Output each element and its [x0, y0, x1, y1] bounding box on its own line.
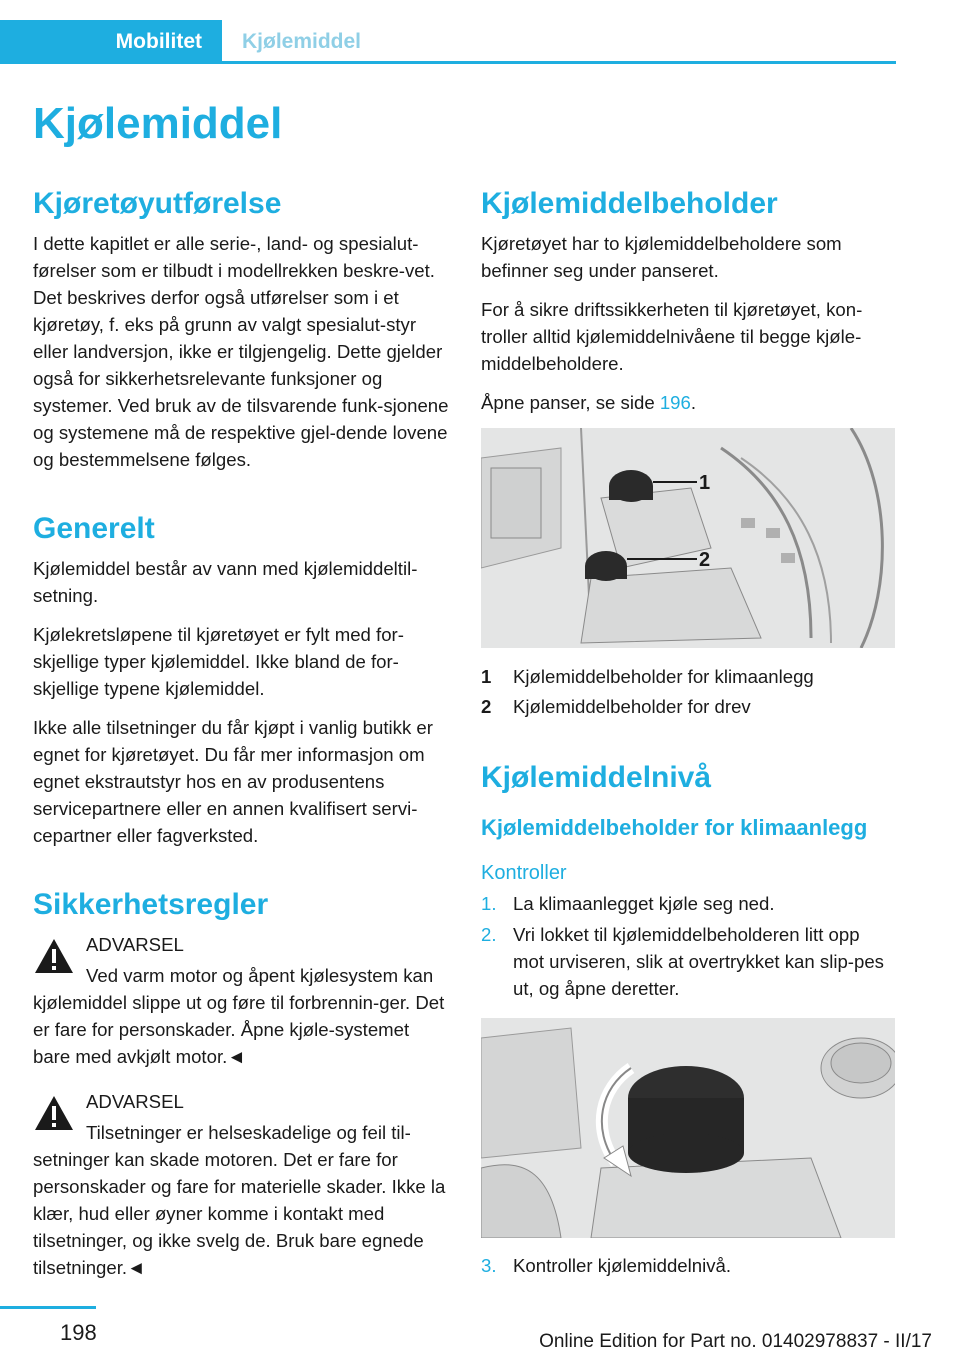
left-column — [33, 186, 451, 1299]
legend-number: 2 — [481, 696, 492, 717]
check-steps-continued — [481, 1252, 895, 1279]
general-paragraph-1: Kjølemiddel består av vann med kjølemiddeltil-setning. — [33, 558, 418, 606]
warning-block-2 — [33, 1088, 451, 1281]
page-number: 198 — [60, 1320, 97, 1345]
coolant-level-heading: Kjølemiddelnivå — [481, 761, 712, 794]
cap-rotation-drawing — [481, 1018, 895, 1238]
right-column — [481, 186, 895, 1283]
step-number: 1. — [481, 893, 497, 914]
legend-text: Kjølemiddelbeholder for drev — [513, 696, 751, 717]
open-hood-end: . — [690, 392, 697, 413]
warning-text: Ved varm motor og åpent kjølesystem kan kjølemiddel slippe ut og føre til forbrennin-ger. Det er fare for personskader. Åpne kjøle-systemet bare med avkjølt motor.◄ — [33, 965, 445, 1067]
warning-label: ADVARSEL — [86, 934, 184, 955]
ac-container-heading: Kjølemiddelbeholder for klimaanlegg — [481, 815, 868, 840]
coolant-containers-drawing — [481, 428, 895, 648]
step-item — [481, 890, 895, 917]
legend-text: Kjølemiddelbeholder for klimaanlegg — [513, 666, 814, 687]
coolant-container-heading: Kjølemiddelbeholder — [481, 187, 778, 220]
callout-2: 2 — [699, 549, 711, 571]
legend-item — [481, 662, 895, 692]
check-steps — [481, 890, 895, 1002]
legend-item — [481, 692, 895, 722]
warning-label: ADVARSEL — [86, 1091, 184, 1112]
callout-1: 1 — [699, 472, 711, 494]
current-section-tab[interactable]: Kjølemiddel — [242, 30, 362, 53]
warning-text: Tilsetninger er helseskadelige og feil til-setninger kan skade motoren. Det er fare for personskader og fare for materielle skader. Ikke la klær, hud eller øyner komme i kontakt med tilsetninger, og ikke svelg de. Bruk bare egnede tilsetninger.◄ — [33, 1122, 446, 1278]
page-header — [0, 0, 960, 64]
step-item — [481, 921, 895, 1002]
edition-note: Online Edition for Part no. 01402978837 - II/17 — [539, 1331, 932, 1352]
step-text: Vri lokket til kjølemiddelbeholderen litt opp mot urviseren, slik at overtrykket kan slip-pes ut, og åpne deretter. — [513, 924, 884, 999]
vehicle-variant-heading: Kjøretøyutførelse — [33, 187, 282, 220]
vehicle-variant-text: I dette kapitlet er alle serie-, land- og spesialut-førelser som er tilbudt i modellrekken beskre-vet. Det beskrives derfor også utførelser som i et kjøretøy, f. eks på grunn av valgt spesialut-styr eller landversjon, ikke er tilgjengelig. Dette gjelder også for sikkerhetsrelevante funksjoner og systemer. Ved bruk av de tilsvarende funk-sjonene og systemene må de respektive gjel-dende lovene og bestemmelsene følges. — [33, 233, 449, 470]
step-text: La klimaanlegget kjøle seg ned. — [513, 893, 775, 914]
container-paragraph-2: For å sikre driftssikkerheten til kjøretøyet, kon-troller alltid kjølemiddelnivåene til begge kjøle-middelbeholdere. — [481, 299, 863, 374]
general-paragraph-2: Kjølekretsløpene til kjøretøyet er fylt med for-skjellige typer kjølemiddel. Ikke bland de for-skjellige typene kjølemiddel. — [33, 624, 404, 699]
page-link-196[interactable]: 196 — [659, 392, 691, 413]
warning-triangle-icon — [33, 1094, 75, 1132]
warning-block-1 — [33, 931, 451, 1070]
open-hood-text: Åpne panser, se side — [481, 392, 655, 413]
page-title: Kjølemiddel — [33, 99, 283, 148]
legend-number: 1 — [481, 666, 492, 687]
check-heading: Kontroller — [481, 862, 567, 884]
container-paragraph-1: Kjøretøyet har to kjølemiddelbeholdere som befinner seg under panseret. — [481, 233, 842, 281]
footer-rule — [0, 1306, 96, 1309]
warning-triangle-icon — [33, 937, 75, 975]
general-paragraph-3: Ikke alle tilsetninger du får kjøpt i vanlig butikk er egnet for kjøretøyet. Du får mer informasjon om egnet ekstrautstyr hos en av produsentens servicepartnere eller en annen kvalifisert servi-cepartner eller fagverksted. — [33, 717, 433, 846]
general-heading: Generelt — [33, 512, 155, 545]
step-number: 3. — [481, 1255, 497, 1276]
step-number: 2. — [481, 924, 497, 945]
cap-opening-illustration — [481, 1018, 895, 1238]
step-item — [481, 1252, 895, 1279]
open-hood-reference — [481, 389, 895, 416]
header-rule — [0, 61, 896, 64]
engine-bay-illustration — [481, 428, 895, 648]
section-tab[interactable]: Mobilitet — [0, 20, 222, 64]
step-text: Kontroller kjølemiddelnivå. — [513, 1255, 732, 1276]
safety-heading: Sikkerhetsregler — [33, 888, 269, 921]
